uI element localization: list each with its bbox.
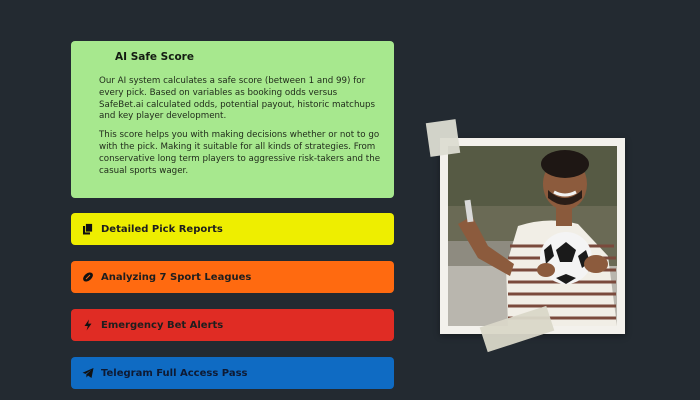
feature-analyzing-sport-leagues[interactable] — [71, 261, 394, 293]
feature-label: Detailed Pick Reports — [101, 223, 223, 235]
feature-label: Emergency Bet Alerts — [101, 319, 224, 331]
feature-emergency-bet-alerts[interactable] — [71, 309, 394, 341]
ai-safe-score-card — [71, 41, 394, 198]
lightning-icon — [81, 318, 95, 332]
card-paragraph-1: Our AI system calculates a safe score (between 1 and 99) for every pick. Based on variables as booking odds versus SafeBet.ai calculated odds, potential payout, historic matchups and key player development. — [99, 76, 376, 122]
feature-telegram-access-pass[interactable] — [71, 357, 394, 389]
football-icon — [81, 270, 95, 284]
tape-decoration-top — [426, 119, 460, 157]
feature-label: Analyzing 7 Sport Leagues — [101, 271, 252, 283]
feature-label: Telegram Full Access Pass — [101, 367, 248, 379]
photo-polaroid — [440, 138, 625, 334]
card-title: AI Safe Score — [115, 51, 194, 63]
telegram-icon — [81, 366, 95, 380]
card-paragraph-2: This score helps you with making decisions whether or not to go with the pick. Making it suitable for all kinds of strategies. From conservative long term players to aggressive risk-takers and the casual sports wager. — [99, 130, 381, 176]
feature-detailed-pick-reports[interactable] — [71, 213, 394, 245]
photo-man-with-soccer-ball — [448, 146, 617, 326]
documents-icon — [81, 222, 95, 236]
